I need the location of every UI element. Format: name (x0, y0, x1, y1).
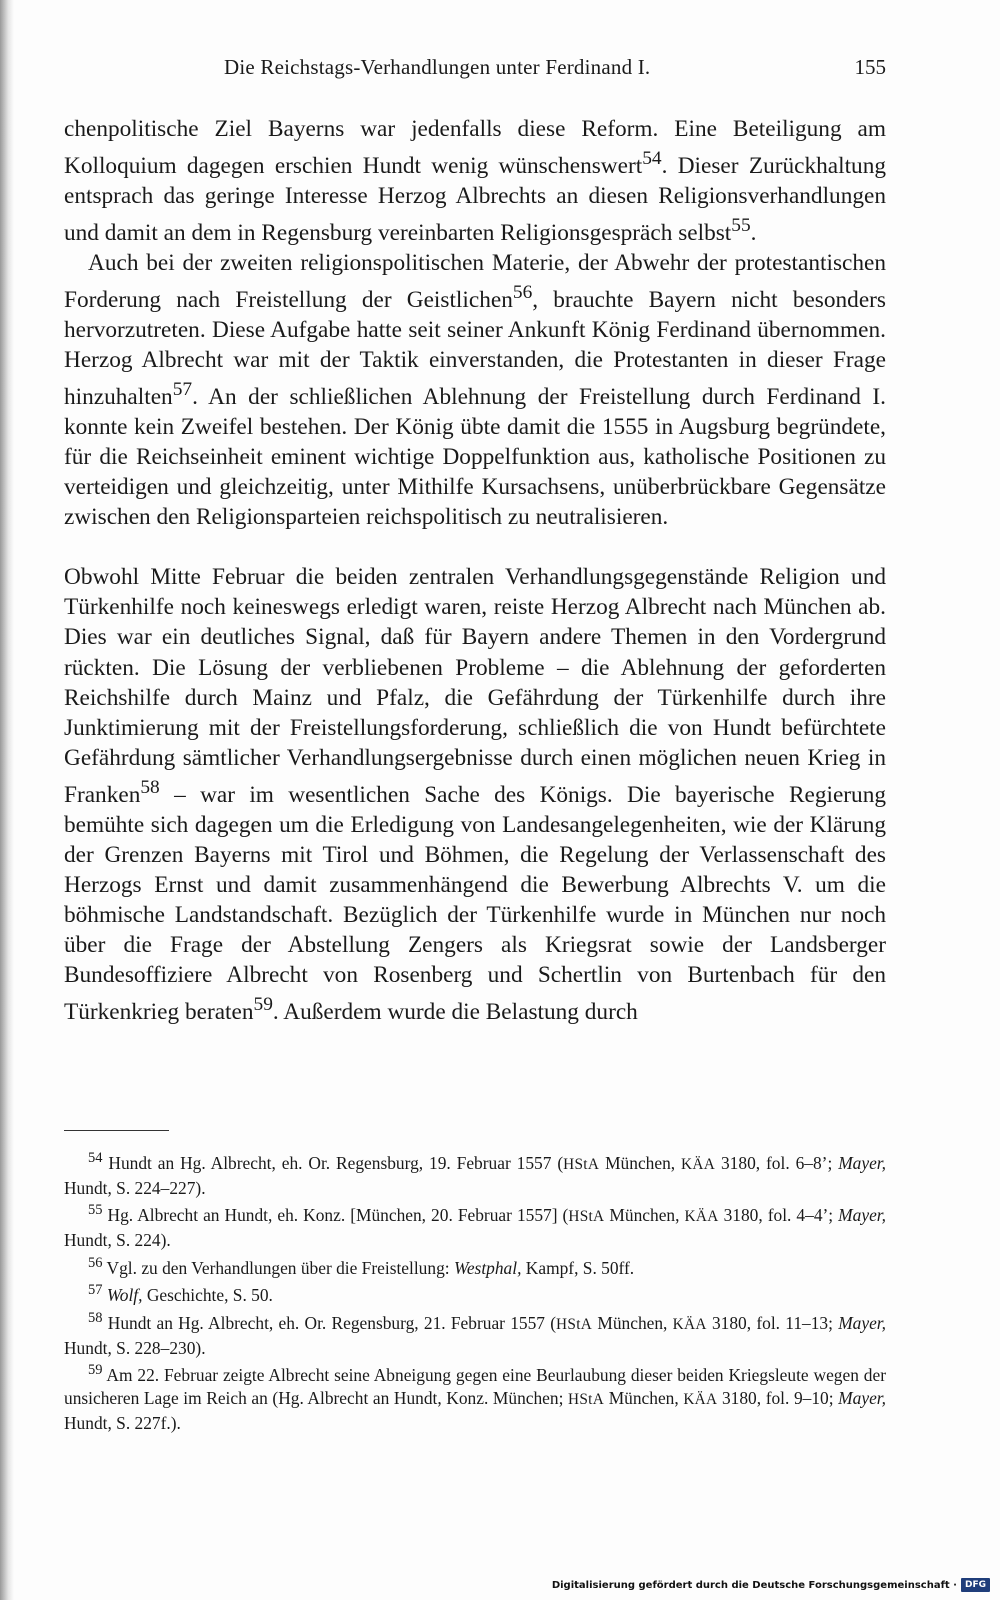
text-run: Kampf, S. 50ff. (521, 1257, 635, 1278)
text-run: Geschichte, S. 50. (142, 1285, 273, 1306)
text-run: . (750, 219, 757, 246)
text-run: München, (592, 1312, 673, 1333)
archive-abbrev: HStA (568, 1390, 605, 1408)
footnote-58 (64, 1307, 886, 1359)
credit-text: Digitalisierung gefördert durch die Deutsche Forschungsgemeinschaft · (551, 1579, 957, 1591)
footnote-ref-57[interactable]: 57 (172, 379, 193, 401)
author-name: Westphal, (453, 1257, 522, 1278)
footnote-ref-55[interactable]: 55 (731, 215, 751, 237)
page-number: 155 (854, 55, 886, 79)
archive-abbrev: KÄA (684, 1208, 719, 1226)
author-name: Wolf, (106, 1285, 143, 1306)
text-run: Hundt, S. 224). (64, 1229, 171, 1250)
archive-abbrev: HStA (563, 1155, 600, 1173)
text-run: Obwohl Mitte Februar die beiden zentralen Verhandlungsgegenstände Religion und Türkenhilfe noch keineswegs erledigt waren, reiste Herzog Albrecht nach München ab. Dies war ein deutliches Signal, daß für Bayern andere Themen in den Vordergrund rückten. Die Lösung der verbliebenen Probleme – die Ablehnung der geforderten Reichshilfe durch Mainz und Pfalz, die Gefährdung der Türkenhilfe durch ihre Junktimierung mit der Freistellungsforderung, schließlich die von Hundt befürchtete Gefährdung sämtlicher Verhandlungsergebnisse durch einen möglichen neuen Krieg in Franken (64, 564, 886, 808)
text-run: Vgl. zu den Verhandlungen über die Freistellung: (102, 1257, 454, 1278)
author-name: Mayer, (838, 1205, 886, 1226)
text-run: Hundt an Hg. Albrecht, eh. Or. Regensburg, 19. Februar 1557 ( (102, 1152, 564, 1173)
author-name: Mayer, (838, 1312, 886, 1333)
footnote-number: 54 (88, 1150, 103, 1166)
text-run: Hundt an Hg. Albrecht, eh. Or. Regensburg, 21. Februar 1557 ( (102, 1312, 557, 1333)
text-run: München, (599, 1152, 682, 1173)
author-name: Mayer, (838, 1152, 886, 1173)
text-run: . An der schließlichen Ablehnung der Freistellung durch Ferdinand I. konnte kein Zweifel bestehen. Der König übte damit die 1555 in Augsburg begründete, für die Reichseinheit eminent wichtige Doppelfunktion aus, katholische Positionen zu verteidigen und gleichzeitig, unter Mithilfe Kursachsens, unüberbrückbare Gegensätze zwischen den Religionsparteien reichspolitisch zu neutralisieren. (64, 383, 886, 531)
digitization-credit (552, 1578, 990, 1592)
text-run: Hg. Albrecht an Hundt, eh. Konz. [München, 20. Februar 1557] ( (102, 1205, 569, 1226)
archive-abbrev: KÄA (683, 1390, 718, 1408)
text-run: Am 22. Februar zeigte Albrecht seine Abneigung gegen eine Beurlaubung dieser beiden Kriegsleute wegen der unsicheren Lage im Reich an (Hg. Albrecht an Hundt, Konz. München; (64, 1365, 886, 1408)
text-run: 3180, fol. 4–4’; (718, 1205, 839, 1226)
footnote-number: 59 (88, 1362, 103, 1379)
text-run: Hundt, S. 224–227). (64, 1177, 206, 1198)
text-run: chenpolitische Ziel Bayerns war jedenfalls diese Reform. Eine Beteiligung am Kolloquium dagegen erschien Hundt wenig wünschenswert (64, 116, 886, 179)
paragraph-2 (64, 248, 886, 532)
paragraph-3 (64, 562, 886, 1027)
running-head: Die Reichstags-Verhandlungen unter Ferdinand I. (224, 55, 651, 79)
footnote-ref-54[interactable]: 54 (642, 148, 662, 170)
main-text (64, 114, 886, 1027)
footnote-number: 56 (88, 1254, 103, 1271)
footnote-number: 57 (88, 1282, 103, 1299)
author-name: Mayer, (838, 1387, 886, 1408)
archive-abbrev: HStA (556, 1315, 593, 1333)
page-edge-shadow (0, 0, 14, 1600)
text-run: – war im wesentlichen Sache des Königs. Die bayerische Regierung bemühte sich dagegen um die Erledigung von Landesangelegenheiten, wie der Klärung der Grenzen Bayerns mit Tirol und Böhmen, die Regelung der Verlassenschaft des Herzogs Ernst und damit zusammenhängend die Bewerbung Albrechts V. um die böhmische Landstandschaft. Bezüglich der Türkenhilfe wurde in München nur noch über die Frage der Abstellung Zengers als Kriegsrat sowie der Landsberger Bundesoffiziere Albrecht von Rosenberg und Schertlin von Burtenbach für den Türkenkrieg beraten (64, 781, 886, 1026)
footnote-ref-56[interactable]: 56 (512, 282, 533, 303)
text-run: , brauchte Bayern nicht besonders hervorzutreten. Diese Aufgabe hatte seit seiner Ankunft König Ferdinand übernommen. Herzog Albrecht war mit der Taktik einverstanden, die Protestanten in dieser Frage hinzuhalten (64, 286, 886, 410)
text-run: München, (604, 1205, 685, 1226)
page-header (64, 55, 886, 85)
footnote-number: 55 (88, 1202, 103, 1219)
footnote-ref-59[interactable]: 59 (253, 994, 273, 1016)
footnote-56 (64, 1252, 886, 1280)
text-run: . Dieser Zurückhaltung entsprach das geringe Interesse Herzog Albrechts an diesen Religionsverhandlungen und damit an dem in Regensburg vereinbarten Religionsgespräch selbst (64, 152, 886, 246)
footnote-57 (64, 1279, 886, 1307)
archive-abbrev: KÄA (672, 1315, 707, 1333)
footnotes (64, 1147, 886, 1435)
text-run: 3180, fol. 11–13; (706, 1312, 839, 1333)
text-run: Hundt, S. 228–230). (64, 1337, 206, 1358)
archive-abbrev: HStA (568, 1208, 605, 1226)
footnote-number: 58 (88, 1309, 103, 1326)
text-run: Auch bei der zweiten religionspolitischen Materie, der Abwehr der protestantischen Forderung nach Freistellung der Geistlichen (64, 249, 886, 313)
footnote-separator (64, 1130, 169, 1131)
archive-abbrev: KÄA (681, 1155, 716, 1173)
text-run: 3180, fol. 9–10; (717, 1387, 839, 1408)
footnote-ref-58[interactable]: 58 (140, 776, 160, 798)
text-run: 3180, fol. 6–8’; (715, 1152, 839, 1173)
text-run: Hundt, S. 227f.). (64, 1412, 181, 1433)
dfg-logo: DFG (961, 1578, 990, 1592)
footnote-59 (64, 1359, 886, 1434)
text-run: München, (604, 1387, 684, 1408)
paragraph-1 (64, 114, 886, 248)
footnote-54 (64, 1147, 886, 1199)
text-run: . Außerdem wurde die Belastung durch (272, 999, 638, 1026)
footnote-55 (64, 1199, 886, 1251)
